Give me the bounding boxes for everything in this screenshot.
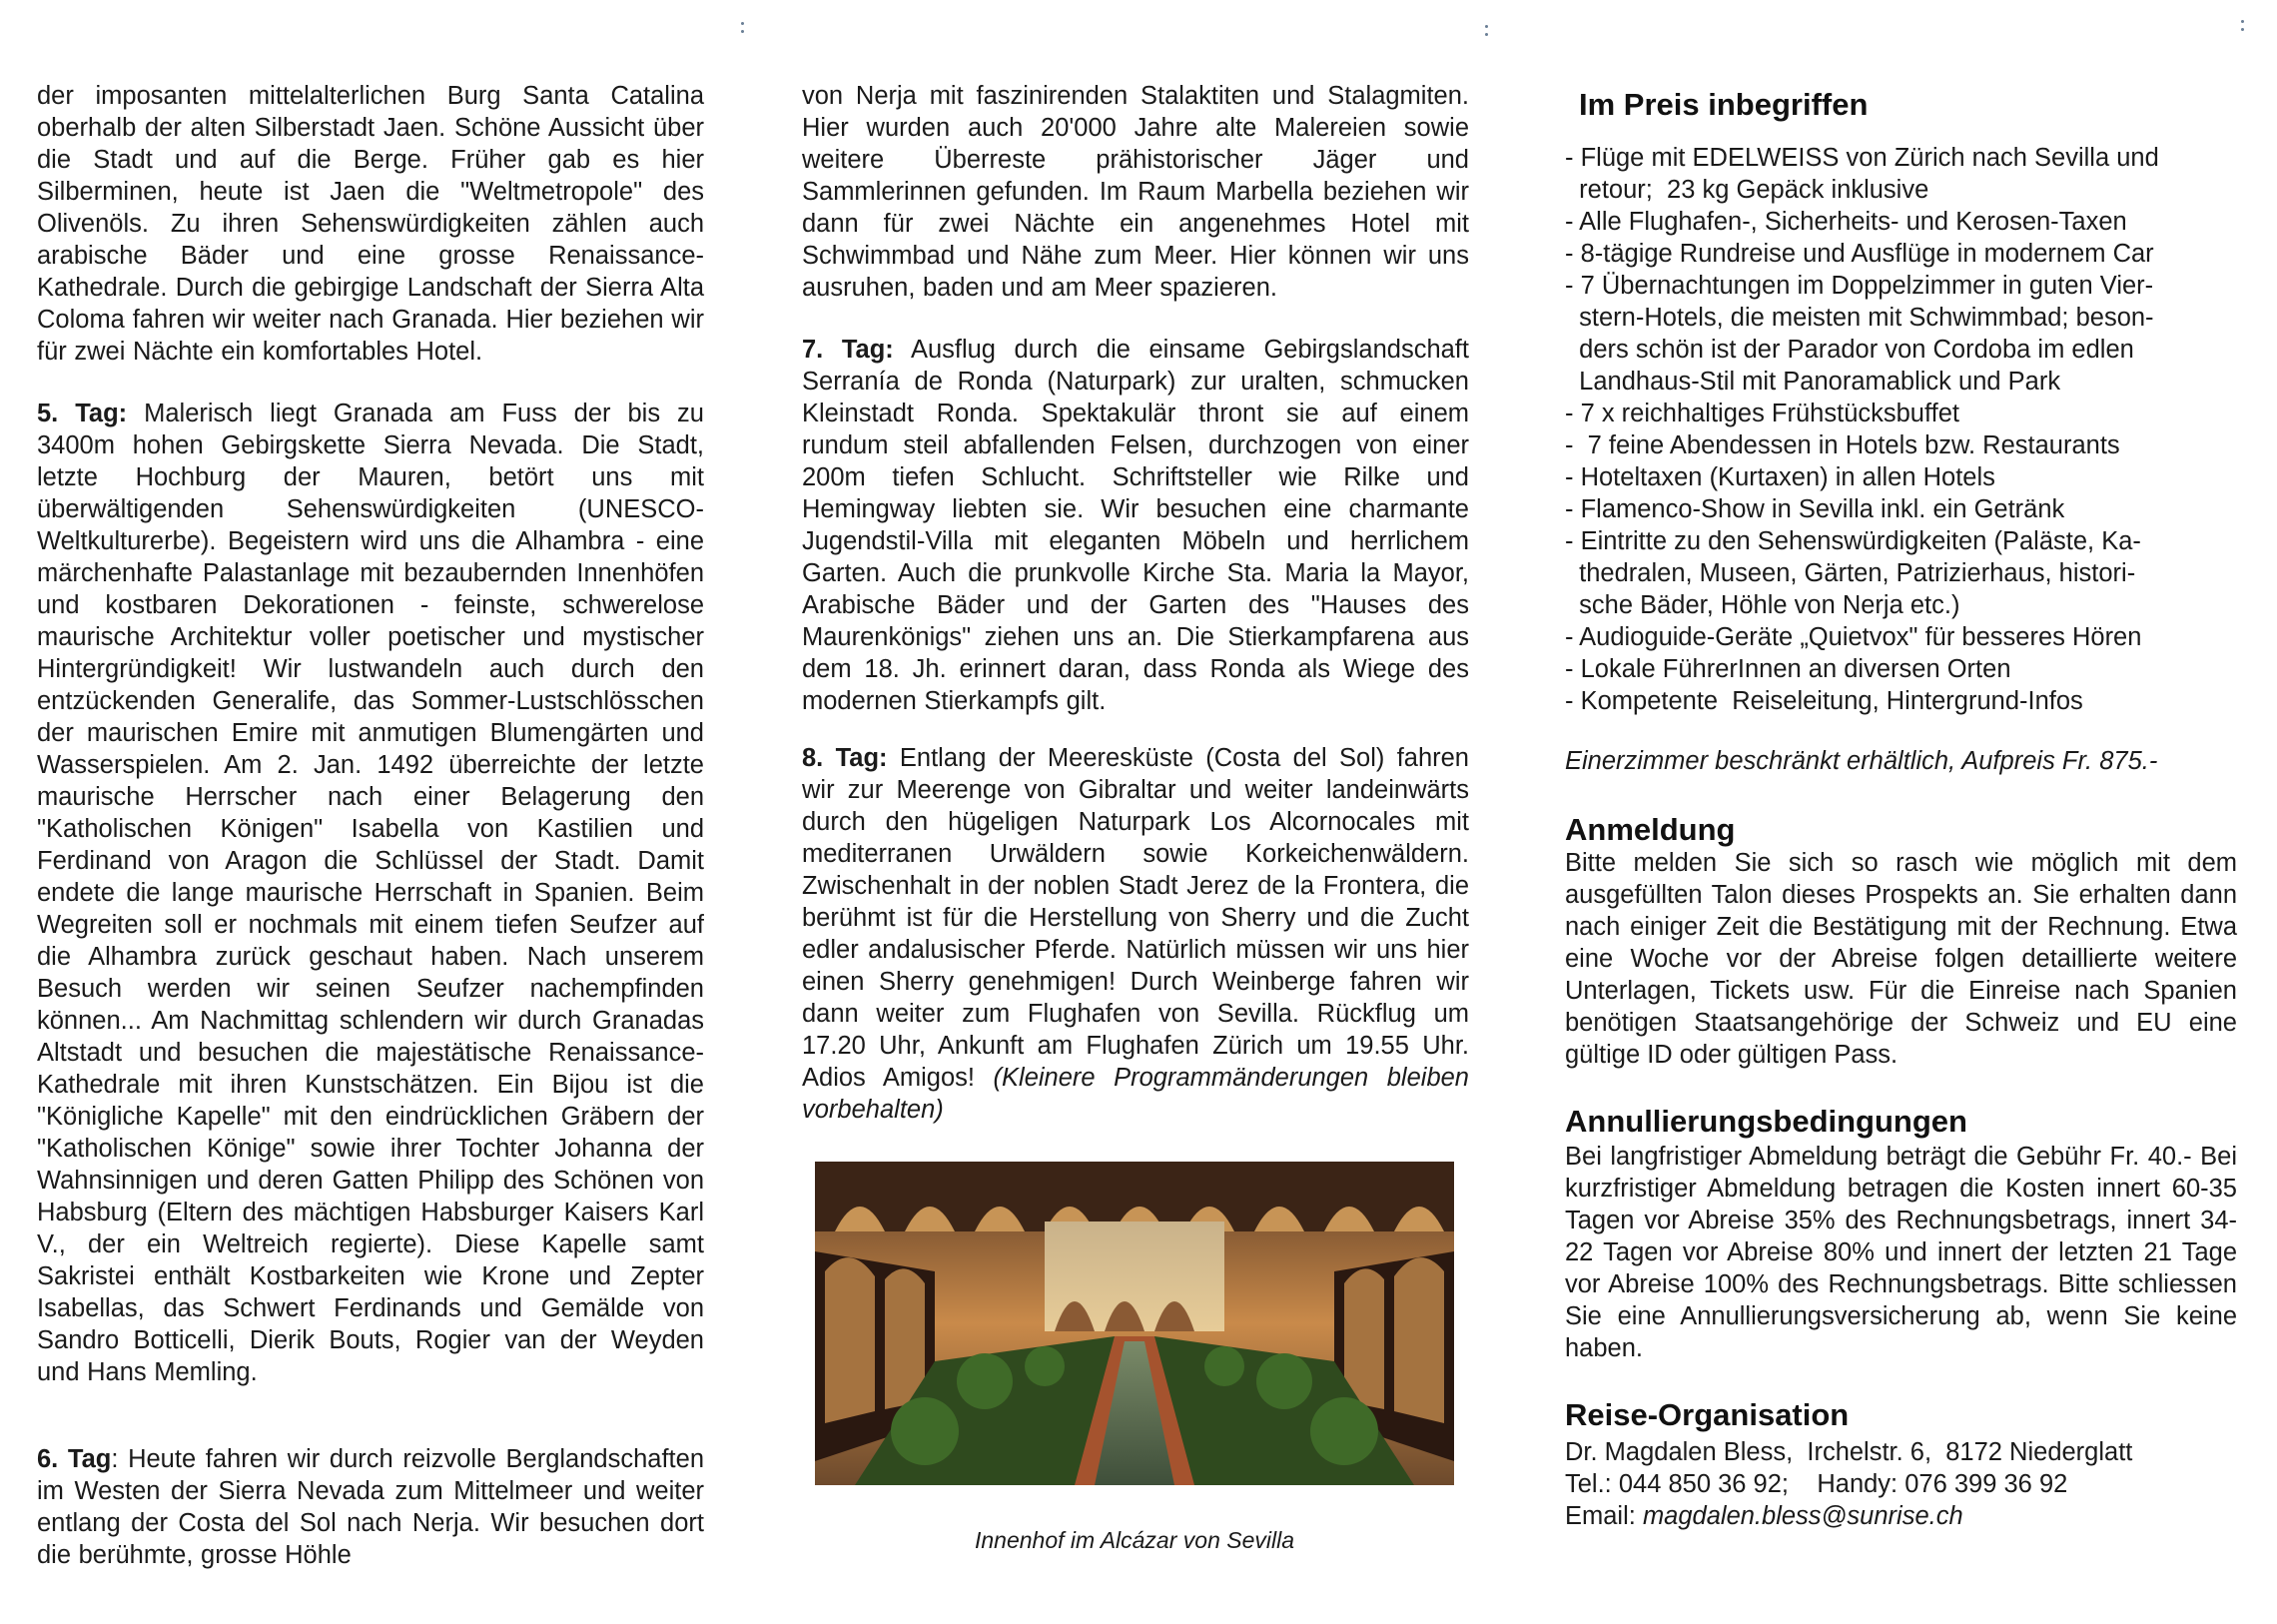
image-caption: Innenhof im Alcázar von Sevilla xyxy=(974,1527,1295,1553)
intro-paragraph: der imposanten mittelalterlichen Burg Santa Catalina oberhalb der alten Silberstadt Jaen. Schöne Aussicht über die Stadt und auf die Berge. Früher gab es hier Silberminen, heute ist Jaen die "Weltmetropole" des Olivenöls. Zu ihren Sehenswürdigkeiten zählen auch arabische Bäder und eine grosse Renaissance-Kathedrale. Durch die gebirgige Landschaft der Sierra Alta Coloma fahren wir weiter nach Granada. Hier beziehen wir für zwei Nächte ein komfortables Hotel. xyxy=(37,82,704,366)
list-item: - Audioguide-Geräte „Quietvox" für besseres Hören xyxy=(1565,623,2142,651)
day6-continued-paragraph: von Nerja mit faszinirenden Stalaktiten und Stalagmiten. Hier wurden auch 20'000 Jahre alte Malereien sowie weitere Überreste prähistorischer Jäger und Sammlerinnen gefunden. Im Raum Marbella beziehen wir dann für zwei Nächte ein angenehmes Hotel mit Schwimmbad und Nähe zum Meer. Hier können wir uns ausruhen, baden und am Meer spazieren. xyxy=(802,82,1469,302)
alcazar-courtyard-image xyxy=(815,1162,1454,1485)
day6-label: 6. Tag xyxy=(37,1445,112,1473)
list-item: - Lokale FührerInnen an diversen Orten xyxy=(1565,655,2011,683)
day5-paragraph xyxy=(37,398,704,1388)
list-item: thedralen, Museen, Gärten, Patrizierhaus, histori- xyxy=(1565,559,2136,587)
registration-title: Anmeldung xyxy=(1565,812,1736,847)
list-item: sche Bäder, Höhle von Nerja etc.) xyxy=(1565,591,1960,619)
scan-speck xyxy=(1485,33,1488,36)
organisation-phone: Tel.: 044 850 36 92; Handy: 076 399 36 92 xyxy=(1565,1470,2068,1498)
list-item: stern-Hotels, die meisten mit Schwimmbad; beson- xyxy=(1565,304,2154,332)
list-item: - 8-tägige Rundreise und Ausflüge in modernem Car xyxy=(1565,240,2154,268)
list-item: - 7 Übernachtungen im Doppelzimmer in guten Vier- xyxy=(1565,272,2154,300)
courtyard-illustration xyxy=(815,1162,1454,1485)
organisation-email-line xyxy=(1565,1500,2237,1532)
scan-speck xyxy=(2241,28,2244,31)
day7-label: 7. Tag: xyxy=(802,336,894,364)
list-item: - 7 feine Abendessen in Hotels bzw. Restaurants xyxy=(1565,431,2120,459)
scan-speck xyxy=(2241,20,2244,23)
day6-text: : Heute fahren wir durch reizvolle Berglandschaften im Westen der Sierra Nevada zum Mittelmeer und weiter entlang der Costa del Sol nach Nerja. Wir besuchen dort die berühmte, grosse Höhle xyxy=(37,1445,705,1569)
list-item: ders schön ist der Parador von Cordoba im edlen xyxy=(1565,336,2134,364)
list-item: retour; 23 kg Gepäck inklusive xyxy=(1565,176,1929,204)
organisation-title: Reise-Organisation xyxy=(1565,1397,1850,1432)
list-item: - Kompetente Reiseleitung, Hintergrund-Infos xyxy=(1565,687,2083,715)
list-item: Landhaus-Stil mit Panoramablick und Park xyxy=(1565,368,2061,396)
day8-paragraph xyxy=(802,742,1469,1126)
email-address[interactable]: magdalen.bless@sunrise.ch xyxy=(1642,1502,1963,1530)
list-item: - Flamenco-Show in Sevilla inkl. ein Getränk xyxy=(1565,495,2065,523)
day8-text: Entlang der Meeresküste (Costa del Sol) fahren wir zur Meerenge von Gibraltar und weiter landeinwärts durch den hügeligen Naturpark Los Alcornocales mit mediterranen Urwäldern sowie Korkeichenwäldern. Zwischenhalt in der noblen Stadt Jerez de la Frontera, die berühmt ist für die Herstellung von Sherry und die Zucht edler andalusischer Pferde. Natürlich müssen wir uns hier einen Sherry genehmigen! Durch Weinberge fahren wir dann weiter zum Flughafen von Sevilla. Rückflug um 17.20 Uhr, Ankunft am Flughafen Zürich um 19.55 Uhr. Adios Amigos! xyxy=(802,744,1469,1092)
list-item: - Flüge mit EDELWEISS von Zürich nach Sevilla und xyxy=(1565,144,2159,172)
day8-label: 8. Tag: xyxy=(802,744,888,772)
registration-text: Bitte melden Sie sich so rasch wie möglich mit dem ausgefüllten Talon dieses Prospekts an. Sie erhalten dann nach einiger Zeit die Bestätigung mit der Rechnung. Etwa eine Woche vor der Abreise folgen detaillierte weitere Unterlagen, Tickets usw. Für die Einreise nach Spanien benötigen Staatsangehörige der Schweiz und EU eine gültige ID oder gültigen Pass. xyxy=(1565,849,2237,1069)
cancellation-title: Annullierungsbedingungen xyxy=(1565,1104,1967,1139)
scan-speck xyxy=(1485,25,1488,28)
organisation-address: Dr. Magdalen Bless, Irchelstr. 6, 8172 Niederglatt xyxy=(1565,1438,2133,1466)
list-item: - Alle Flughafen-, Sicherheits- und Kerosen-Taxen xyxy=(1565,208,2127,236)
list-item: - 7 x reichhaltiges Frühstücksbuffet xyxy=(1565,400,1959,427)
scan-speck xyxy=(741,22,744,25)
single-room-note: Einerzimmer beschränkt erhältlich, Aufpreis Fr. 875.- xyxy=(1565,747,2158,775)
program-note: (Kleinere Programmänderungen bleiben vorbehalten) xyxy=(802,1064,1469,1124)
day7-paragraph xyxy=(802,334,1469,717)
day7-text: Ausflug durch die einsame Gebirgslandschaft Serranía de Ronda (Naturpark) zur uralten, schmucken Kleinstadt Ronda. Spektakulär thront sie auf einem rundum steil abfallenden Felsen, durchzogen von einer 200m tiefen Schlucht. Schriftsteller wie Rilke und Hemingway liebten sie. Wir besuchen eine charmante Jugendstil-Villa mit eleganten Möbeln und herrlichem Garten. Auch die prunkvolle Kirche Sta. Maria la Mayor, Arabische Bäder und der Garten des "Hauses des Maurenkönigs" ziehen uns an. Die Stierkampfarena aus dem 18. Jh. erinnert daran, dass Ronda als Wiege des modernen Stierkampfs gilt. xyxy=(802,336,1469,715)
email-label: Email: xyxy=(1565,1502,1643,1530)
list-item: - Hoteltaxen (Kurtaxen) in allen Hotels xyxy=(1565,463,1995,491)
included-list xyxy=(1565,142,2244,717)
scan-speck xyxy=(741,30,744,33)
included-title: Im Preis inbegriffen xyxy=(1579,87,1869,122)
cancellation-text: Bei langfristiger Abmeldung beträgt die Gebühr Fr. 40.- Bei kurzfristiger Abmeldung betragen die Kosten innert 60-35 Tagen vor Abreise 35% des Rechnungsbetrags, innert 34-22 Tagen vor Abreise 80% und innert der letzten 21 Tage vor Abreise 100% des Rechnungsbetrags. Bitte schliessen Sie eine Annullierungsversicherung ab, wenn Sie keine haben. xyxy=(1565,1143,2237,1362)
day5-label: 5. Tag: xyxy=(37,400,128,427)
day6-paragraph xyxy=(37,1443,704,1571)
day5-text: Malerisch liegt Granada am Fuss der bis zu 3400m hohen Gebirgskette Sierra Nevada. Die Stadt, letzte Hochburg der Mauren, betört uns mit überwältigenden Sehenswürdigkeiten (UNESCO-Weltkulturerbe). Begeistern wird uns die Alhambra - eine märchenhafte Palastanlage mit bezaubernden Innenhöfen und kostbaren Dekorationen - feinste, schwerelose maurische Architektur voller poetischer und mystischer Hintergründigkeit! Wir lustwandeln auch durch den entzückenden Generalife, das Sommer-Lustschlösschen der maurischen Emire mit anmutigen Blumengärten und Wasserspielen. Am 2. Jan. 1492 überreichte der letzte maurische Herrscher nach einer Belagerung den "Katholischen Königen" Isabella von Kastilien und Ferdinand von Aragon die Schlüssel der Stadt. Damit endete die lange maurische Herrschaft in Spanien. Beim Wegreiten soll er nochmals mit einem tiefen Seufzer auf die Alhambra zurück geschaut haben. Nach unserem Besuch werden wir seinen Seufzer nachempfinden können... Am Nachmittag schlendern wir durch Granadas Altstadt und besuchen die majestätische Renaissance-Kathedrale mit ihren Kunstschätzen. Ein Bijou ist die "Königliche Kapelle" mit den eindrücklichen Gräbern der "Katholischen Könige" sowie ihrer Tochter Johanna der Wahnsinnigen und deren Gatten Philipp des Schönen von Habsburg (Eltern des mächtigen Habsburger Kaisers Karl V., der ein Weltreich regierte). Diese Kapelle samt Sakristei enthält Kostbarkeiten wie Krone und Zepter Isabellas, das Schwert Ferdinands und Gemälde von Sandro Botticelli, Dierik Bouts, Rogier van der Weyden und Hans Memling. xyxy=(37,400,704,1386)
list-item: - Eintritte zu den Sehenswürdigkeiten (Paläste, Ka- xyxy=(1565,527,2141,555)
